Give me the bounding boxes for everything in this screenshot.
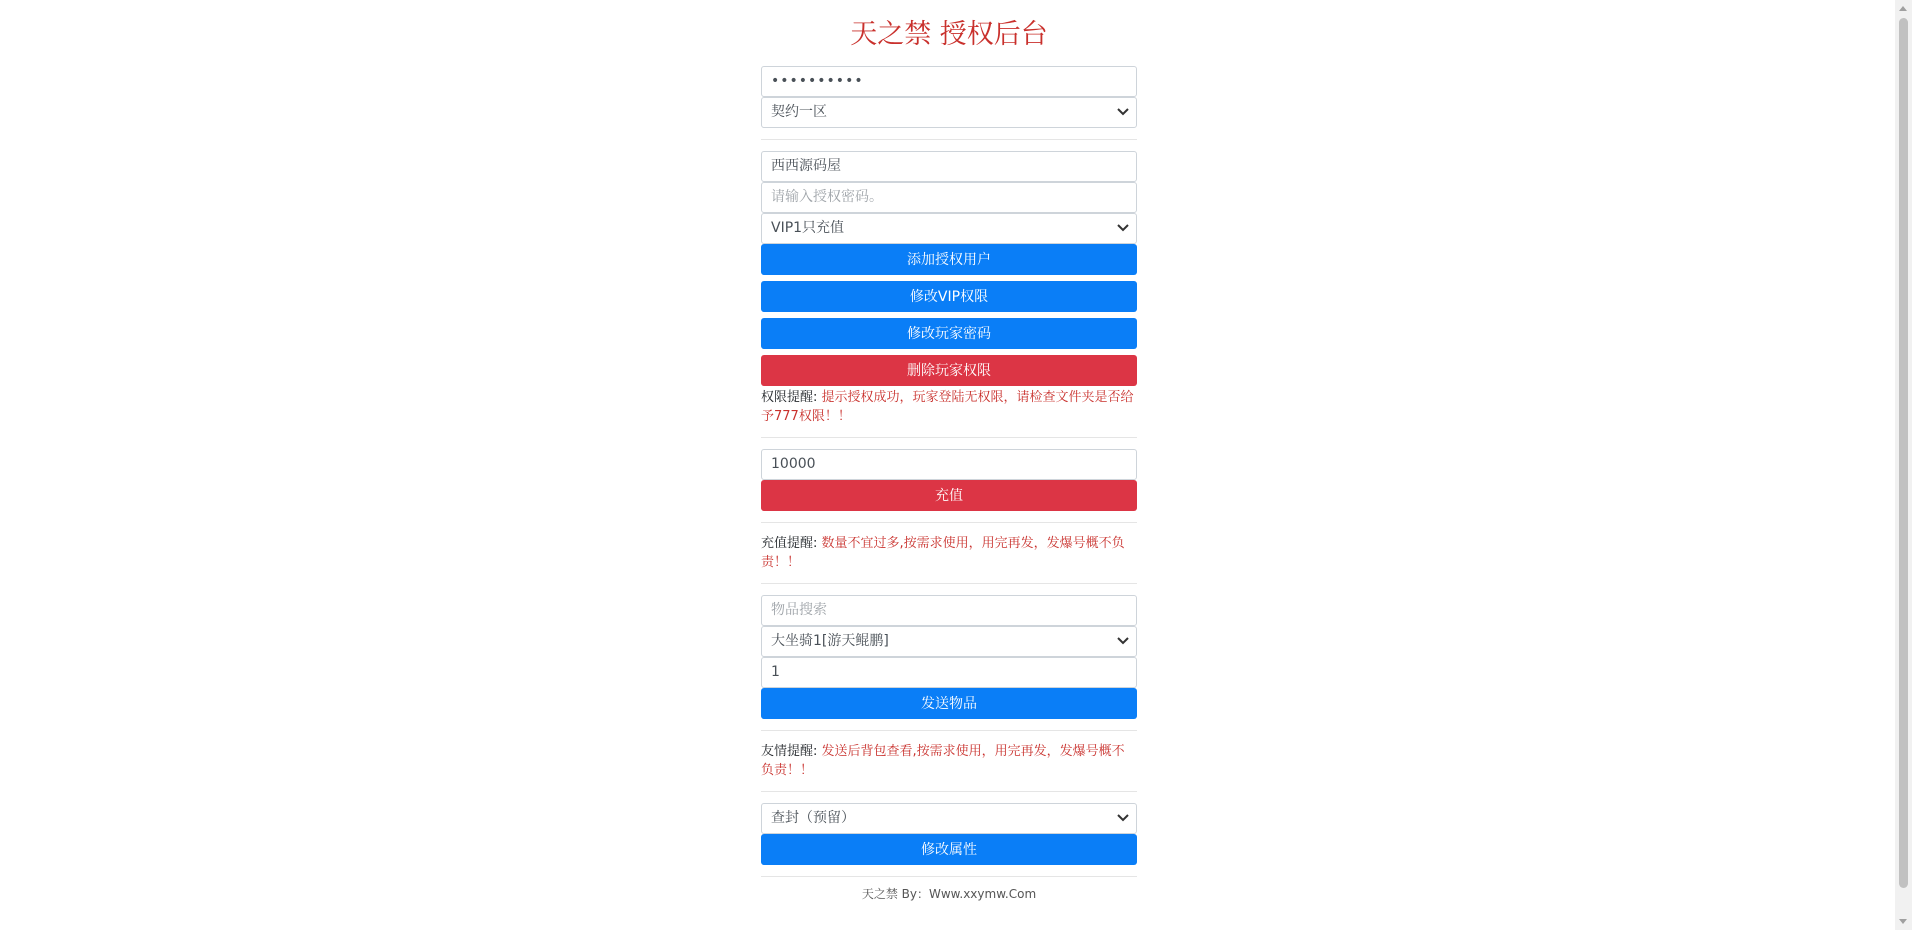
auth-note: [761, 388, 1137, 426]
attr-select-wrapper: [761, 803, 1137, 834]
modify-attributes-button[interactable]: 修改属性: [761, 834, 1137, 865]
vip-select[interactable]: VIP1只充值: [761, 213, 1137, 244]
item-note-message: 发送后背包查看,按需求使用，用完再发，发爆号概不负责！！: [761, 744, 1125, 778]
item-quantity-input[interactable]: 1: [761, 657, 1137, 688]
item-select-wrapper: [761, 626, 1137, 657]
item-search-input[interactable]: 物品搜索: [761, 595, 1137, 626]
modify-password-button[interactable]: 修改玩家密码: [761, 318, 1137, 349]
scroll-down-icon[interactable]: [1899, 919, 1907, 924]
chevron-down-icon: [1117, 636, 1129, 646]
modify-vip-button[interactable]: 修改VIP权限: [761, 281, 1137, 312]
auth-note-label: 权限提醒:: [761, 390, 818, 405]
server-select[interactable]: 契约一区: [761, 97, 1137, 128]
delete-auth-button[interactable]: 删除玩家权限: [761, 355, 1137, 386]
attr-select[interactable]: 查封（预留）: [761, 803, 1137, 834]
auth-note-message: 提示授权成功，玩家登陆无权限，请检查文件夹是否给予777权限！！: [761, 390, 1134, 424]
server-select-wrapper: [761, 97, 1137, 128]
add-auth-user-button[interactable]: 添加授权用户: [761, 244, 1137, 275]
page-title: 天之禁 授权后台: [850, 19, 1048, 50]
chevron-down-icon: [1117, 223, 1129, 233]
item-select[interactable]: 大坐骑1[游天鲲鹏]: [761, 626, 1137, 657]
scroll-up-icon[interactable]: [1899, 6, 1907, 11]
footer-text: 天之禁 By：Www.xxymw.Com: [861, 887, 1037, 901]
recharge-note-message: 数量不宜过多,按需求使用，用完再发，发爆号概不负责！！: [761, 536, 1125, 570]
vip-select-wrapper: [761, 213, 1137, 244]
auth-password-input[interactable]: 请输入授权密码。: [761, 182, 1137, 213]
recharge-amount-input[interactable]: 10000: [761, 449, 1137, 480]
main-panel: [761, 16, 1137, 903]
item-note-label: 友情提醒:: [761, 744, 818, 759]
username-input[interactable]: 西西源码屋: [761, 151, 1137, 182]
recharge-note-label: 充值提醒:: [761, 536, 818, 551]
recharge-button[interactable]: 充值: [761, 480, 1137, 511]
password-input[interactable]: ••••••••••: [761, 66, 1137, 97]
recharge-note: [761, 534, 1137, 572]
vertical-scrollbar[interactable]: [1895, 0, 1912, 930]
chevron-down-icon: [1117, 813, 1129, 823]
chevron-down-icon: [1117, 107, 1129, 117]
send-item-button[interactable]: 发送物品: [761, 688, 1137, 719]
item-note: [761, 742, 1137, 780]
scrollbar-thumb[interactable]: [1899, 18, 1908, 888]
